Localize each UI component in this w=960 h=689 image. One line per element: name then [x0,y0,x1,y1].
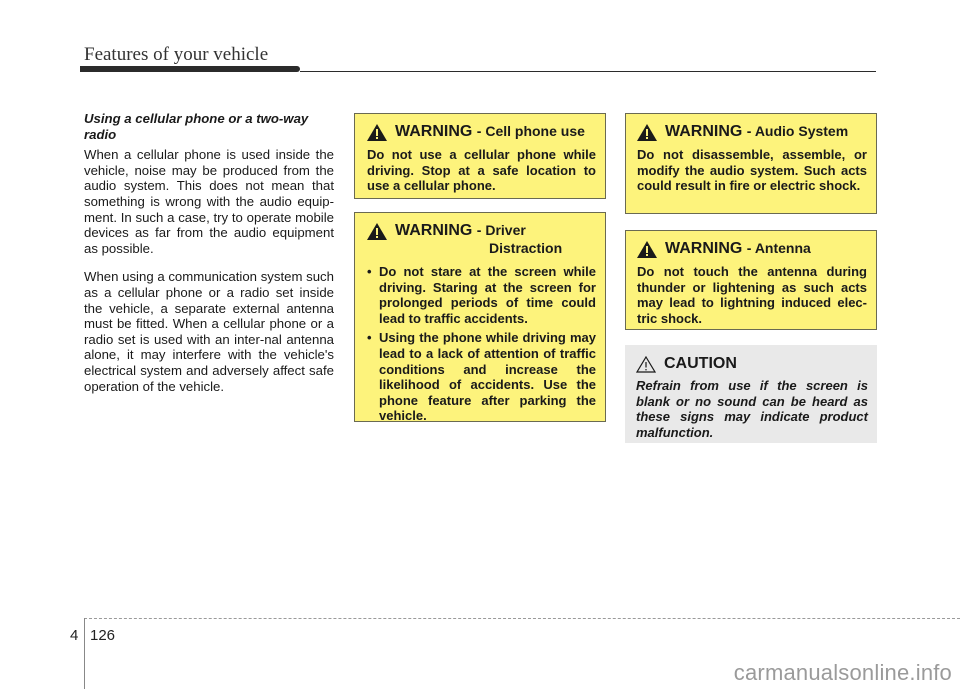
caution-title [636,355,868,373]
caution-text: Refrain from use if the screen is blank or no sound can be heard as these signs may indicate product malfunction. [636,378,868,440]
list-item: • Do not stare at the screen while driving. Staring at the screen for prolonged periods of time could lead to traffic accidents. [367,264,596,326]
left-column [84,111,334,407]
header-bar [80,66,300,72]
caution-box [625,345,877,443]
header-rule [300,71,876,72]
footer-divider [84,618,85,689]
warning-triangle-icon [637,124,657,141]
warning-subject: - Audio System [746,123,849,139]
footer-rule [84,618,960,619]
warning-label: WARNING [665,123,743,140]
warning-subject: - Antenna [746,240,811,256]
warning-title [367,123,596,141]
warning-label: WARNING [395,123,473,140]
warning-box-antenna [625,230,877,330]
list-item: • Using the phone while driving may lead to a lack of attention of traffic conditions and increase the likelihood of accidents. Use the phone feature after parking the vehicle. [367,330,596,424]
chapter-number: 4 [70,627,79,644]
warning-subject: Distraction [489,240,563,256]
caution-label: CAUTION [664,355,737,372]
warning-triangle-icon [637,241,657,258]
warning-text: Do not use a cellular phone while driving. Stop at a safe location to use a cellular phone. [367,147,596,194]
page-number: 126 [90,627,116,644]
caution-triangle-icon [636,356,656,373]
warning-label: WARNING [665,240,743,257]
warning-box-audio-system [625,113,877,214]
warning-box-cell-phone [354,113,606,199]
warning-triangle-icon [367,223,387,240]
warning-triangle-icon [367,124,387,141]
warning-subject: - Driver [476,222,526,238]
warning-title [637,123,867,141]
warning-text: Do not touch the antenna during thunder or lightening as such acts may lead to lightning induced elec-tric shock. [637,264,867,326]
warning-subject: - Cell phone use [476,123,585,139]
body-paragraph: When a cellular phone is used inside the vehicle, noise may be produced from the audio system. This does not mean that something is wrong with the audio equip-ment. In such a case, try to operate mobile devices as far from the audio equipment as possible. [84,147,334,256]
page-header-title: Features of your vehicle [84,44,269,65]
watermark: carmanualsonline.info [733,660,952,685]
warning-box-driver-distraction [354,212,606,422]
warning-bullet-list [367,264,596,424]
warning-title [367,222,596,258]
warning-text: Do not disassemble, assemble, or modify the audio system. Such acts could result in fire or electric shock. [637,147,867,194]
body-paragraph: When using a communication system such as a cellular phone or a radio set inside the vehicle, a separate external antenna must be fitted. When a cellular phone or a radio set is used with an inter-nal antenna alone, it may interfere with the vehicle's electrical system and adversely affect safe operation of the vehicle. [84,269,334,394]
warning-title [637,240,867,258]
warning-label: WARNING [395,222,473,239]
section-subheading: Using a cellular phone or a two-way radio [84,111,309,142]
